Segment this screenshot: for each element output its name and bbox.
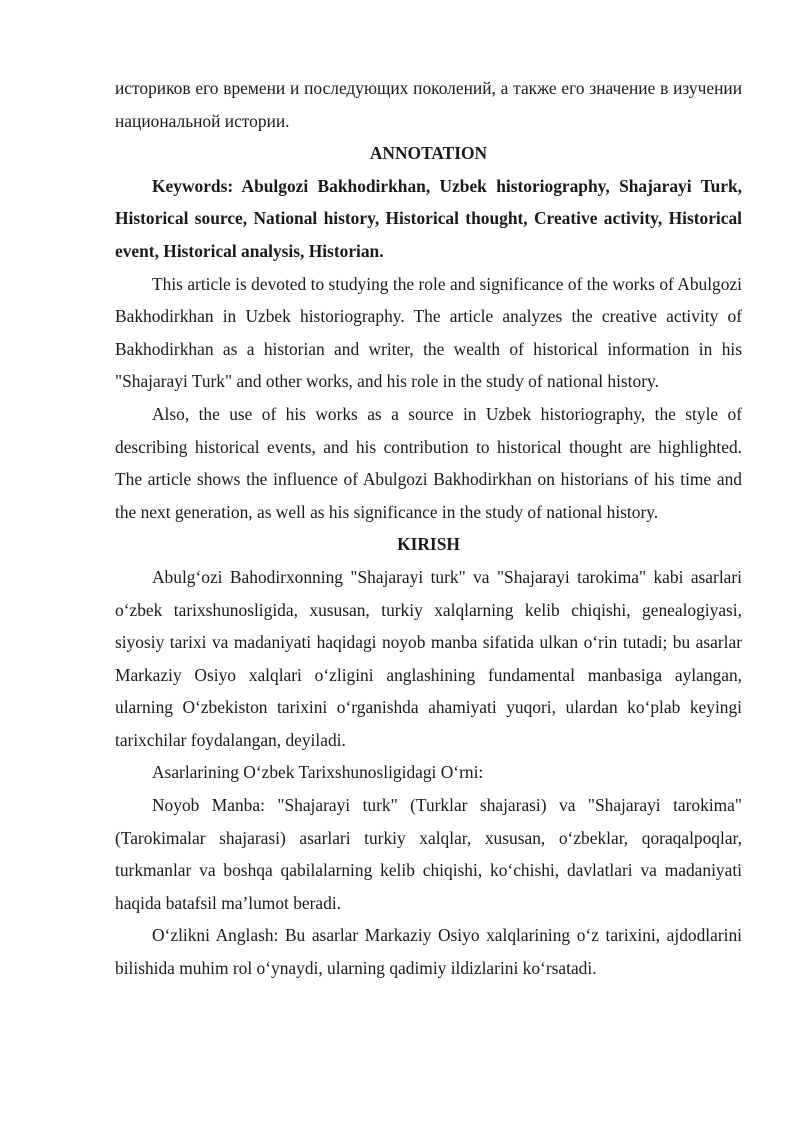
annotation-heading: ANNOTATION <box>369 143 488 164</box>
annotation-paragraph: Also, the use of his works as a source in Uzbek historiography, the style of describing historical events, and his contribution to historical thought are highlighted. The article shows the influence of Abulgozi Bakhodirkhan on historians of his time and the next generation, as well as his significance in the study of national history. <box>115 403 742 522</box>
kirish-heading: KIRISH <box>397 534 460 555</box>
kirish-paragraph: O‘zlikni Anglash: Bu asarlar Markaziy Osiyo xalqlarining o‘z tarixini, ajdodlarini bilishida muhim rol o‘ynaydi, ularning qadimiy ildizlarini ko‘rsatadi. <box>115 925 742 979</box>
keywords-paragraph: Keywords: Abulgozi Bakhodirkhan, Uzbek historiography, Shajarayi Turk, Historical source, National history, Historical thought, Creative activity, Historical event, Historical analysis, Historian. <box>115 175 742 261</box>
kirish-paragraph: Abulg‘ozi Bahodirxonning "Shajarayi turk" va "Shajarayi tarokima" kabi asarlari o‘zbek tarixshunosligida, xususan, turkiy xalqlarning kelib chiqishi, genealogiyasi, siyosiy tarixi va madaniyati haqidagi noyob manba sifatida ulkan o‘rin tutadi; bu asarlar Markaziy Osiyo xalqlari o‘zligini anglashining fundamental manbasiga aylangan, ularning O‘zbekiston tarixini o‘rganishda ahamiyati yuqori, ulardan ko‘plab keyingi tarixchilar foydalangan, deyiladi. <box>115 566 742 750</box>
intro-paragraph-russian: историков его времени и последующих поколений, а также его значение в изучении национальной истории. <box>115 78 742 131</box>
document-page <box>115 72 742 985</box>
kirish-paragraph: Noyob Manba: "Shajarayi turk" (Turklar shajarasi) va "Shajarayi tarokima" (Tarokimalar shajarasi) asarlari turkiy xalqlar, xususan, o‘zbeklar, qoraqalpoqlar, turkmanlar va boshqa qabilalarning kelib chiqishi, ko‘chishi, davlatlari va madaniyati haqida batafsil ma’lumot beradi. <box>115 795 742 913</box>
kirish-subheading: Asarlarining O‘zbek Tarixshunosligidagi O‘rni: <box>152 762 484 783</box>
annotation-paragraph: This article is devoted to studying the role and significance of the works of Abulgozi Bakhodirkhan in Uzbek historiography. The article analyzes the creative activity of Bakhodirkhan as a historian and writer, the wealth of historical information in his "Shajarayi Turk" and other works, and his role in the study of national history. <box>115 273 742 392</box>
